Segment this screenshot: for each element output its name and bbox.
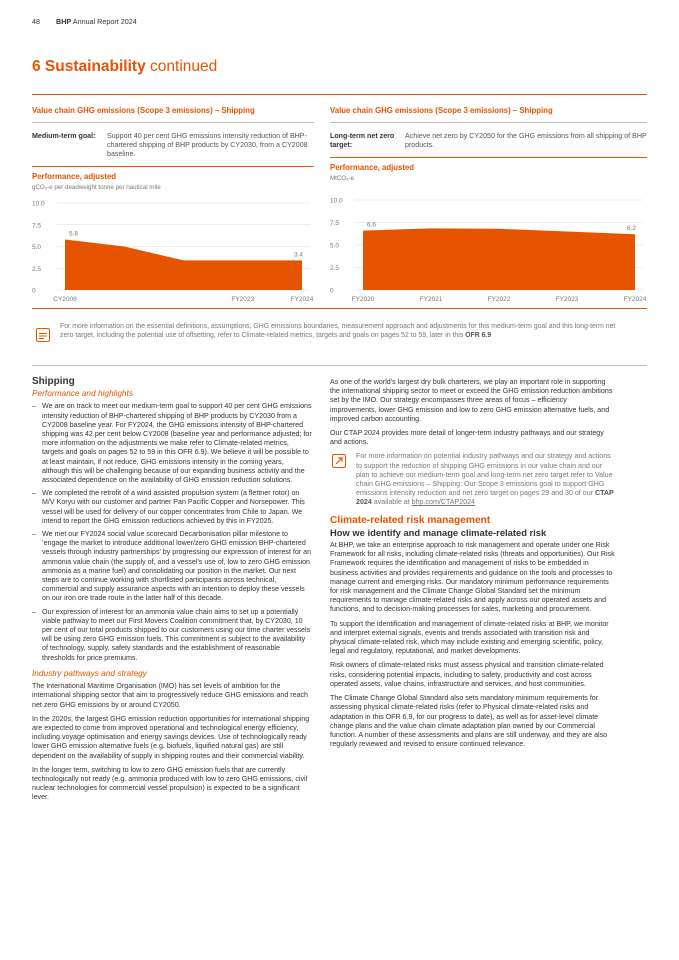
page-number: 48 [32, 17, 40, 26]
section-title-suffix: continued [150, 58, 218, 75]
subheading: How we identify and manage climate-related risk [330, 526, 547, 538]
y-tick-label: 2.5 [330, 265, 340, 272]
section-title: 6 Sustainability [32, 58, 146, 75]
x-tick-label: FY2024 [290, 296, 314, 303]
bullet-item: – We met our FY2024 social value scorecard Decarbonisation pillar milestone to ‘engage the market to introduce additional lower/zero GHG emission BHP-chartered vessels through industry partnerships’ by progressing our expression of interest for an ammonia value chain (the supply of, and a vessel’s use of, low to zero GHG emission ammonia as a marine fuel) and consolidating our position in the market. Our next steps are to continue working with shortlisted participants across technical, commercial and supply assurance aspects with an intention to deploy these vessels on our iron ore trade route in the latter half of this decade. [32, 530, 312, 604]
paragraph: The International Maritime Organisation (IMO) has set levels of ambition for the international shipping sector that aim to progressively reduce GHG emissions and reach net zero GHG emissions by or around CY2050. [32, 682, 309, 709]
bottom-divider [32, 308, 647, 309]
chart-right [330, 192, 647, 305]
subheading: Performance and highlights [32, 388, 134, 399]
paragraph: As one of the world’s largest dry bulk charterers, we play an important role in supporting the international shipping sector to meet or exceed the GHG emission reduction ambitions set by the IMO. Our strategy encompasses three areas of focus – efficiency improvements, lower GHG emission and low to zero GHG emission alternative fuels, and improved carbon accounting. [330, 378, 613, 423]
chart-unit: MtCO₂-e [330, 175, 355, 182]
x-tick-label: FY2023 [231, 296, 255, 303]
chart-unit: gCO₂-e per deadweight tonne per nautical mile [32, 184, 161, 191]
goal-text: Achieve net zero by CY2050 for the GHG emissions from all shipping of BHP products. [405, 132, 647, 149]
data-label: 3.4 [294, 251, 304, 259]
bullet-item: – Our expression of interest for an ammonia value chain aims to set up a potentially viable pathway to meet our First Movers Coalition commitment that, by CY2030, 10 per cent of our total products shipped to our customers using our time charter vessels will be using zero GHG emission fuels. This commitment is subject to the availability of technology, supply, safety standards and the establishment of reasonable thresholds for price premiums. [32, 608, 312, 663]
data-label: 5.8 [69, 230, 79, 238]
y-tick-label: 7.5 [330, 220, 340, 227]
link-icon [332, 454, 346, 468]
panel-right [330, 106, 647, 182]
paragraph: The Climate Change Global Standard also sets mandatory minimum requirements for assessing physical climate-related risks (refer to Physical climate-related risks and adaptation in this OFR 6.9, for our progress to date), as well as for asset-level climate change plans and the value chain climate adaptation plan owned by our Commercial function. A number of these assessments and plans are still underway, and they are also regularly reviewed and revised to ensure continued relevance. [330, 694, 608, 749]
y-tick-label: 10.0 [32, 200, 45, 208]
divider [32, 365, 647, 366]
x-tick-label: CY2008 [53, 296, 77, 303]
x-tick-label: FY2021 [419, 296, 443, 303]
divider [32, 122, 314, 123]
info-body: For more information on the essential definitions, assumptions, GHG emissions boundaries, measurement approach and adjustments for this medium-term goal and this long-term net zero target, including the potential use of offsetting, refer to Climate-related metrics, targets and goals on pages 52 to 59, later in this [60, 323, 616, 339]
bullet-item: – We completed the retrofit of a wind assisted propulsion system (a flettner rotor) on M/V Koryu with our customer and partner Pan Pacific Copper and Norsepower. This vessel will be used for delivery of our copper concentrates from Chile to Japan. We intend to report the GHG emission reductions achieved by this in FY2025. [32, 489, 312, 526]
y-tick-label: 10.0 [330, 197, 343, 205]
x-tick-label: FY2023 [555, 296, 579, 303]
right-column [330, 378, 615, 754]
chart-left [32, 195, 314, 305]
y-tick-label: 0 [32, 287, 36, 295]
x-tick-label: FY2024 [623, 296, 647, 303]
company-name: BHP [56, 17, 72, 26]
panel-left [32, 106, 314, 191]
area-series [363, 228, 635, 290]
page-header [32, 17, 137, 26]
paragraph: Risk owners of climate-related risks must assess physical and transition climate-related risks, considering potential impacts, including to safety, productivity and cost across operated assets, value chains, infrastructure and services, and host communities. [330, 661, 604, 688]
divider [330, 157, 647, 158]
data-label: 6.2 [627, 225, 637, 233]
ctap-link[interactable]: bhp.com/CTAP2024 [411, 498, 475, 507]
report-name: Annual Report 2024 [72, 17, 137, 26]
subheading: Industry pathways and strategy [32, 667, 147, 678]
y-tick-label: 5.0 [330, 242, 340, 250]
info-ref: OFR 6.9 [465, 332, 492, 339]
document-icon [36, 328, 50, 342]
goal-label: Long-term net zero target: [330, 132, 395, 149]
paragraph: To support the identification and management of climate-related risks at BHP, we monitor and interpret external signals, events and trends associated with transition risk and physical climate-related risk, which may include existing and emerging scientific, policy, legal and regulatory, reputational, and market developments. [330, 619, 609, 656]
paragraph: Our CTAP 2024 provides more detail of longer-term industry pathways and our strategy and actions. [330, 429, 604, 447]
left-column [32, 377, 312, 808]
paragraph: In the longer term, switching to low to zero GHG emission fuels that are currently technologically not ready (e.g. ammonia produced with low to zero GHG emissions, civil nuclear technologies for commercial vessel propulsion) is expected to be a significant lever. [32, 765, 308, 802]
goal-row [32, 132, 314, 159]
x-tick-label: FY2020 [351, 296, 375, 303]
goal-text: Support 40 per cent GHG emissions intensity reduction of BHP-chartered shipping of BHP products by CY2030, from a CY2008 baseline. [107, 132, 308, 158]
info-note [32, 318, 647, 358]
page-title [32, 58, 217, 76]
info-text [60, 322, 620, 340]
x-tick-label: FY2022 [487, 296, 511, 303]
data-label: 6.6 [367, 221, 377, 229]
chart-title: Performance, adjusted [32, 172, 117, 181]
note-bold: CTAP 2024 [356, 489, 614, 507]
area-series [65, 240, 302, 290]
y-tick-label: 7.5 [32, 222, 42, 230]
goal-row [330, 132, 647, 150]
y-tick-label: 0 [330, 287, 334, 295]
y-tick-label: 5.0 [32, 244, 42, 251]
divider [330, 122, 647, 123]
section-heading: Climate-related risk management [330, 514, 491, 526]
panel-right-title: Value chain GHG emissions (Scope 3 emissions) – Shipping [330, 106, 553, 115]
paragraph: In the 2020s, the largest GHG emission reduction opportunities for international shipping are expected to come from improved operational and technological energy efficiency, including voyage optimisation and energy savings devices. Use of technologically ready lower GHG emission alternative fuels (e.g. biofuels, liquified natural gas) are still dependent on the availability of supply in shipping routes and their commercial viability. [32, 714, 310, 760]
chart-title: Performance, adjusted [330, 163, 415, 172]
paragraph: At BHP, we take an enterprise approach to risk management and operate under one Risk Framework for all risks, including climate-related risks (threats and opportunities). Our Risk Framework requires the identification and management of risks to be embedded in business activities and provides requirements and guidance on the tools and processes to manage current and emerging risks. Our mandatory minimum performance requirements for risk management and the Climate Change Global Standard set the minimum requirements to manage climate-related risks and apply across our operated assets and functions, and to decision-making processes for sales, marketing and procurement. [330, 541, 615, 614]
bullet-item: – We are on track to meet our medium-term goal to support 40 per cent GHG emissions intensity reduction of BHP-chartered shipping of BHP products by CY2030 from a CY2008 baseline year. For FY2024, the GHG emissions intensity of BHP-chartered shipping was 42 per cent below CY2008 (baseline year and performance adjusted; for more information on the adjustments we make refer to Climate-related metrics, targets and goals on pages 52 to 59 in this OFR 6.9). We believe it will be possible to at least maintain, if not reduce, GHG emissions intensity in the coming years, although this will be challenging because of our expanding business activity and the associated dependence on the availability of GHG emission reduction solutions. [32, 402, 312, 485]
panel-left-title: Value chain GHG emissions (Scope 3 emissions) – Shipping [32, 106, 255, 115]
note-text: For more information on potential industry pathways and our strategy and actions to support the reduction of shipping GHG emissions in our value chain and our plan to achieve our medium-term goal and long-term net zero target refer to Value chain GHG emissions – Shipping: Our Scope 3 emissions goal to support GHG emissions intensity reduction and net zero target on pages 29 and 30 of our [356, 452, 613, 498]
top-divider [32, 94, 647, 95]
section-heading: Shipping [32, 376, 75, 387]
divider [32, 166, 314, 167]
goal-label: Medium-term goal: [32, 132, 96, 140]
note-tail: available at [373, 498, 410, 507]
y-tick-label: 2.5 [32, 265, 42, 273]
ctap-note [330, 452, 615, 507]
